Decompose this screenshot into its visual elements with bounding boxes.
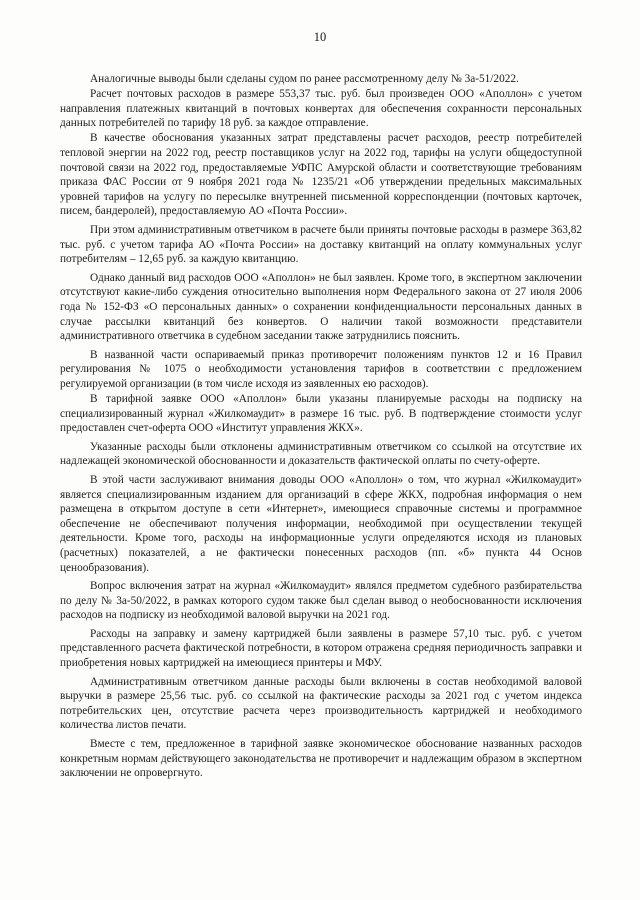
- paragraph: Расходы на заправку и замену картриджей были заявлены в размере 57,10 тыс. руб. с учетом представленного расчета фактической потребности, в котором отражена средняя периодичность заправки и приобретения новых картриджей на имеющиеся принтеры и МФУ.: [60, 627, 582, 670]
- paragraph: В тарифной заявке ООО «Аполлон» были указаны планируемые расходы на подписку на специализированный журнал «Жилкомаудит» в размере 16 тыс. руб. В подтверждение стоимости услуг предоставлен счет-оферта ООО «Институт управления ЖКХ».: [60, 392, 582, 435]
- paragraph: Расчет почтовых расходов в размере 553,37 тыс. руб. был произведен ООО «Аполлон» с учетом направления платежных квитанций в почтовых конвертах для обеспечения сохранности персональных данных потребителей по тарифу 18 руб. за каждое отправление.: [60, 88, 582, 130]
- paragraph: Однако данный вид расходов ООО «Аполлон» не был заявлен. Кроме того, в экспертном заключении отсутствуют какие-либо суждения относительно выполнения норм Федерального закона от 27 июля 2006 года № 152-ФЗ «О персональных данных» о сохранении конфиденциальности персональных данных в случае рассылки квитанций без конвертов. О наличии такой возможности представители административного ответчика в судебном заседании также затруднились пояснить.: [60, 271, 582, 343]
- paragraph: В названной части оспариваемый приказ противоречит положениям пунктов 12 и 16 Правил регулирования № 1075 о необходимости установления тарифов в соответствии с предложением регулируемой организации (в том числе исходя из заявленных ею расходов).: [60, 348, 582, 390]
- document-body: [60, 72, 582, 781]
- page-number: 10: [313, 30, 327, 44]
- paragraph: Аналогичные выводы были сделаны судом по ранее рассмотренному делу № 3а-51/2022.: [90, 73, 519, 85]
- paragraph: В этой части заслуживают внимания доводы ООО «Аполлон» о том, что журнал «Жилкомаудит» является специализированным изданием для организаций в сфере ЖКХ, подробная информация о нем размещена в открытом доступе в сети «Интернет», имеющиеся справочные системы и программное обеспечение не обеспечивают получения информации, необходимой при осуществлении текущей деятельности. Кроме того, расходы на информационные услуги определяются исходя из плановых (расчетных) показателей, а не фактически понесенных расходов (пп. «б» пункта 44 Основ ценообразования).: [60, 473, 582, 574]
- paragraph: Вместе с тем, предложенное в тарифной заявке экономическое обоснование названных расходов конкретным нормам действующего законодательства не противоречит и надлежащим образом в экспертном заключении не опровергнуто.: [60, 738, 582, 780]
- paragraph: Указанные расходы были отклонены административным ответчиком со ссылкой на отсутствие их надлежащей экономической обоснованности и доказательств фактической оплаты по счету-оферте.: [60, 440, 582, 468]
- paragraph: Вопрос включения затрат на журнал «Жилкомаудит» являлся предметом судебного разбирательства по делу № 3а-50/2022, в рамках которого судом также был сделан вывод о необоснованности исключения расходов на подписку из необходимой валовой выручки на 2021 год.: [60, 580, 582, 622]
- paragraph: В качестве обоснования указанных затрат представлены расчет расходов, реестр потребителей тепловой энергии на 2022 год, реестр поставщиков услуг на 2022 год, тарифы на услуги общедоступной почтовой связи на 2022 год, предоставляемые УФПС Амурской области и соответствующие требованиям приказа ФАС России от 9 ноября 2021 года № 1235/21 «Об утверждении предельных максимальных уровней тарифов на услугу по пересылке внутренней письменной корреспонденции (почтовых карточек, писем, бандеролей), предоставляемую АО «Почта России».: [60, 132, 582, 218]
- paragraph: При этом административным ответчиком в расчете были приняты почтовые расходы в размере 363,82 тыс. руб. с учетом тарифа АО «Почта России» на доставку квитанций на оплату коммунальных услуг потребителям – 12,65 руб. за каждую квитанцию.: [60, 223, 582, 266]
- paragraph: Административным ответчиком данные расходы были включены в состав необходимой валовой выручки в размере 25,56 тыс. руб. со ссылкой на фактические расходы за 2021 год с учетом индекса потребительских цен, отсутствие расчета через производительность картриджей и необходимого количества листов печати.: [60, 675, 582, 732]
